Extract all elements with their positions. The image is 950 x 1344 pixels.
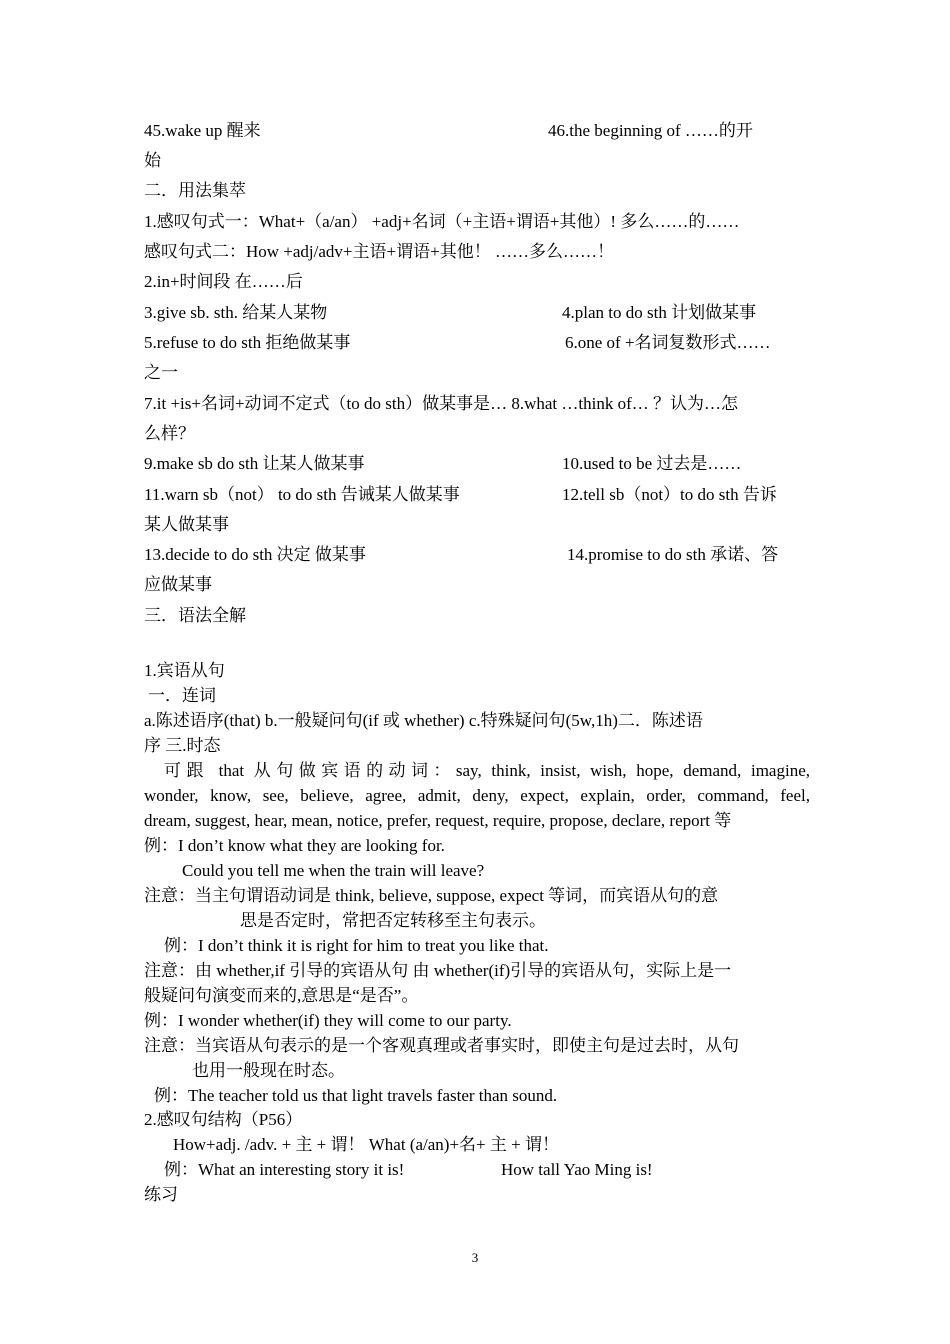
grammar-verbs-line-1: 可跟 that 从句做宾语的动词：say, think, insist, wish, hope, demand, imagine, bbox=[164, 761, 810, 780]
grammar-exclamation-title: 2.感叹句结构（P56） bbox=[144, 1110, 303, 1129]
section-heading-usage: 二．用法集萃 bbox=[144, 181, 246, 200]
section-heading-grammar: 三．语法全解 bbox=[144, 606, 246, 625]
grammar-example-4: 例：I wonder whether(if) they will come to our party. bbox=[144, 1011, 512, 1030]
grammar-note-2-continued: 般疑问句演变而来的,意思是“是否”。 bbox=[144, 986, 419, 1005]
grammar-example-5: 例：The teacher told us that light travels faster than sound. bbox=[154, 1086, 558, 1105]
usage-item-7-8: 7.it +is+名词+动词不定式（to do sth）做某事是… 8.what …think of… ？认为…怎 bbox=[144, 394, 739, 413]
grammar-connector-types: a.陈述语序(that) b.一般疑问句(if 或 whether) c.特殊疑问句(5w,1h)二．陈述语 bbox=[144, 711, 703, 730]
grammar-note-3-continued: 也用一般现在时态。 bbox=[192, 1061, 345, 1080]
usage-item-1b: 感叹句式二：How +adj/adv+主语+谓语+其他！ ……多么……！ bbox=[144, 242, 614, 261]
grammar-exclamation-formula: How+adj. /adv. + 主 + 谓！ What (a/an)+名+ 主 + 谓！ bbox=[173, 1135, 559, 1154]
grammar-exclamation-example-a: 例：What an interesting story it is! bbox=[164, 1160, 405, 1179]
grammar-example-1: 例：I don’t know what they are looking for. bbox=[144, 836, 445, 855]
usage-item-14-continued: 应做某事 bbox=[144, 575, 212, 594]
usage-item-9: 9.make sb do sth 让某人做某事 bbox=[144, 454, 365, 473]
grammar-exclamation-example-b: How tall Yao Ming is! bbox=[501, 1160, 653, 1179]
grammar-note-3: 注意：当宾语从句表示的是一个客观真理或者事实时，即使主句是过去时，从句 bbox=[144, 1036, 739, 1055]
usage-item-6: 6.one of +名词复数形式…… bbox=[565, 333, 771, 352]
usage-item-13: 13.decide to do sth 决定 做某事 bbox=[144, 545, 366, 564]
usage-item-14: 14.promise to do sth 承诺、答 bbox=[567, 545, 779, 564]
vocab-item-46-continued: 始 bbox=[144, 151, 161, 170]
usage-item-12: 12.tell sb（not）to do sth 告诉 bbox=[562, 485, 777, 504]
usage-item-1a: 1.感叹句式一：What+（a/an） +adj+名词（+主语+谓语+其他）! 多么……的…… bbox=[144, 212, 740, 231]
grammar-note-1-continued: 思是否定时，常把否定转移至主句表示。 bbox=[240, 911, 546, 930]
grammar-word-order-tense: 序 三.时态 bbox=[144, 736, 221, 755]
usage-item-11: 11.warn sb（not） to do sth 告诫某人做某事 bbox=[144, 485, 460, 504]
usage-item-2: 2.in+时间段 在……后 bbox=[144, 272, 303, 291]
usage-item-4: 4.plan to do sth 计划做某事 bbox=[562, 303, 757, 322]
usage-item-5: 5.refuse to do sth 拒绝做某事 bbox=[144, 333, 351, 352]
grammar-example-2: Could you tell me when the train will leave? bbox=[182, 861, 485, 880]
page-number: 3 bbox=[471, 1250, 479, 1265]
usage-item-12-continued: 某人做某事 bbox=[144, 515, 229, 534]
grammar-note-2: 注意：由 whether,if 引导的宾语从句 由 whether(if)引导的宾语从句，实际上是一 bbox=[144, 961, 732, 980]
usage-item-6-continued: 之一 bbox=[144, 363, 178, 382]
grammar-connectors-heading: 一．连词 bbox=[148, 686, 216, 705]
usage-item-10: 10.used to be 过去是…… bbox=[562, 454, 742, 473]
usage-item-8-continued: 么样？ bbox=[144, 424, 195, 443]
practice-heading: 练习 bbox=[144, 1185, 178, 1204]
vocab-item-46: 46.the beginning of ……的开 bbox=[548, 121, 753, 140]
usage-item-3: 3.give sb. sth. 给某人某物 bbox=[144, 303, 328, 322]
grammar-note-1: 注意：当主句谓语动词是 think, believe, suppose, expect 等词，而宾语从句的意 bbox=[144, 886, 719, 905]
grammar-object-clause-title: 1.宾语从句 bbox=[144, 661, 225, 680]
vocab-item-45: 45.wake up 醒来 bbox=[144, 121, 261, 140]
grammar-verbs-line-2: wonder, know, see, believe, agree, admit, deny, expect, explain, order, command, feel, bbox=[144, 786, 810, 805]
grammar-verbs-line-3: dream, suggest, hear, mean, notice, prefer, request, require, propose, declare, report 等 bbox=[144, 811, 732, 830]
grammar-example-3: 例：I don’t think it is right for him to treat you like that. bbox=[164, 936, 549, 955]
